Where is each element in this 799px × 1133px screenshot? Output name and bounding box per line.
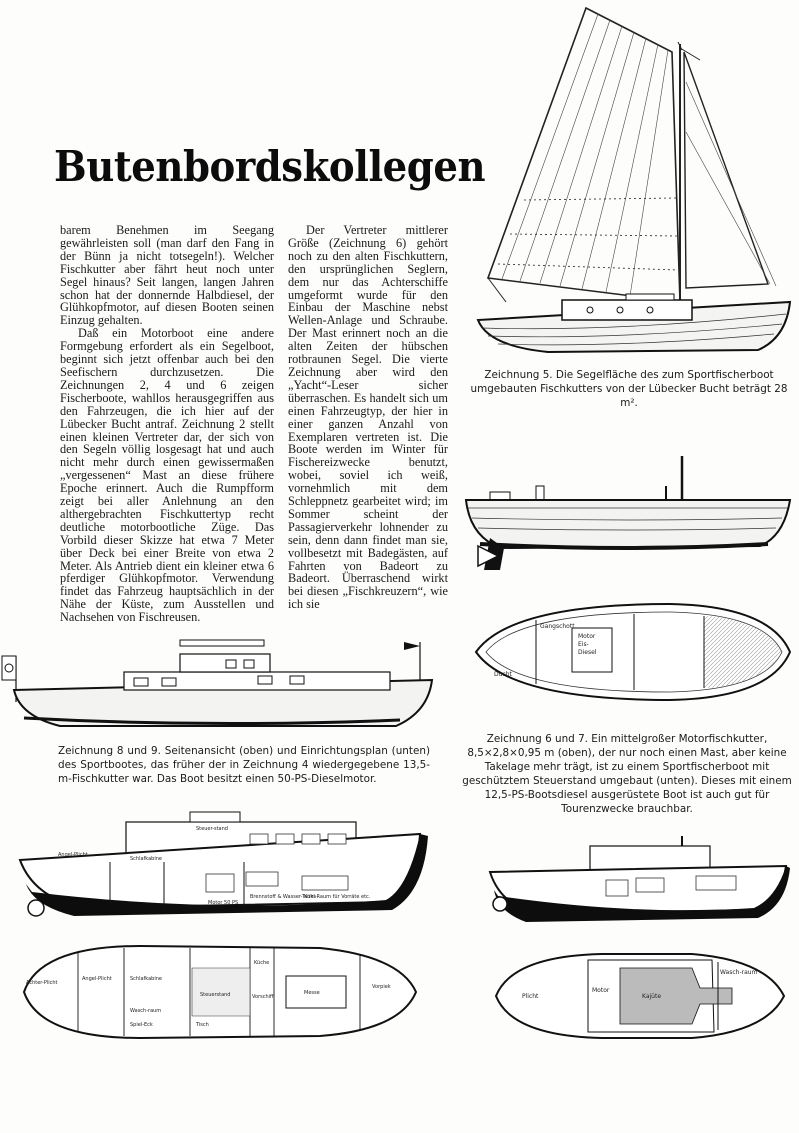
label-ducht: Ducht xyxy=(494,671,512,678)
label-plicht: Plicht xyxy=(522,993,539,1000)
sportboat-section-drawing xyxy=(14,812,434,924)
label-diesel: Diesel xyxy=(578,649,597,656)
small-cutter-section-svg xyxy=(486,832,792,924)
small-cutter-plan-svg xyxy=(492,948,788,1044)
label-vorpiek: Vorpiek xyxy=(372,984,391,990)
figure-5-caption: Zeichnung 5. Die Segelfläche des zum Sportfischerboot umgebauten Fischkutters von der Lübecker Bucht beträgt 28 m². xyxy=(470,369,788,409)
sailboat-svg xyxy=(468,2,798,362)
label-kueche: Küche xyxy=(254,960,270,966)
passenger-boat-drawing xyxy=(0,632,440,732)
label-achter-plicht: Achter-Plicht xyxy=(26,980,58,986)
label-waschraum-plan: Wasch-raum xyxy=(720,969,758,976)
label-vorschiff: Vorschiff xyxy=(252,994,274,1000)
small-cutter-section-drawing xyxy=(486,832,792,924)
cutter-side-drawing xyxy=(460,452,796,582)
paragraph: Daß ein Motorboot eine andere Formgebung erfordert als ein Segelboot, beginnt sich jetzt offenbar auch bei den Seefischern durchzusetzen. Die Zeichnungen 2, 4 und 6 zeigen Fischerboote, wahllos herausgegriffen aus den Fahrzeugen, die ich hier auf der Lübecker Bucht antraf. Zeichnung 2 stellt einen kleinen Vertreter dar, der sich von den Segeln völlig losgesagt hat und auch nicht mehr durch einen gewissermaßen „vergessenen“ Mast an diese frühere Epoche erinnert. Auch die Rumpfform zeigt bei aller Anlehnung an den althergebrachten Fischkuttertyp recht deutliche motorbootliche Züge. Das Vorbild dieser Skizze hat etwa 7 Meter über Deck bei einer Breite von etwa 2 Meter. Als Antrieb dient ein kleiner etwa 6 pferdiger Glühkopfmotor. Verwendung findet das Fahrzeug hauptsächlich in der Nähe der Küste, zum Ausstellen und Nachsehen von Fischreusen. xyxy=(60,326,274,625)
article-headline: Butenbordskollegen xyxy=(54,142,486,191)
sportboat-plan-drawing xyxy=(20,940,420,1044)
label-kuehlraum-side: Kühl-Raum für Vorräte etc. xyxy=(304,894,371,900)
label-spiel-eck: Spiel-Eck xyxy=(130,1022,153,1028)
label-kajuete: Kajüte xyxy=(642,993,662,1000)
label-schlafkabine: Schlafkabine xyxy=(130,976,162,982)
cutter-plan-drawing xyxy=(470,598,796,706)
label-schlafkabine-side: Schlafkabine xyxy=(130,856,162,862)
sailboat-drawing xyxy=(468,2,798,362)
article-column-1 xyxy=(60,223,274,625)
label-angel-plicht: Angel-Plicht xyxy=(82,976,112,982)
article-column-2 xyxy=(288,224,448,616)
label-waschraum: Wasch-raum xyxy=(130,1008,162,1014)
label-steuerstand: Steuerstand xyxy=(200,992,231,998)
label-eis: Eis- xyxy=(578,641,589,648)
cutter-plan-svg xyxy=(470,598,796,706)
cutter-side-svg xyxy=(460,452,796,582)
figure-8-9-caption: Zeichnung 8 und 9. Seitenansicht (oben) und Einrichtungsplan (unten) des Sportbootes, das früher der in Zeichnung 4 wiedergegebene 13,5-m-Fischkutter war. Das Boot besitzt einen 50-PS-Dieselmotor. xyxy=(58,745,430,785)
label-gangschott: Gangschott xyxy=(540,623,575,630)
label-messe: Messe xyxy=(304,990,320,996)
sportboat-section-svg xyxy=(14,812,434,924)
paragraph: Der Vertreter mittlerer Größe (Zeichnung 6) gehört noch zu den alten Fischkuttern, den ursprünglichen Seglern, dem nur das Achterschiffe umgeformt wurde für den Einbau der Maschine nebst Wellen-Anlage und Schraube. Der Mast erinnert noch an die alten Zeiten der hübschen rotbraunen Segel. Die vierte Zeichnung aber wird den „Yacht“-Leser sicher überraschen. Es handelt sich um einen Fahrzeugtyp, der hier in einer ganzen Anzahl von Exemplaren vertreten ist. Die Boote werden im Winter für Fischereizwecke benutzt, wobei, soviel ich weiß, vornehmlich mit dem Schleppnetz gearbeitet wird; im Sommer scheint der Passagierverkehr lohnender zu sein, denn dann findet man sie, vollbesetzt mit Badegästen, auf Fahrten von Badeort zu Badeort. Überraschend wirkt bei diesen „Fischkreuzern“, wie ich sie xyxy=(288,223,448,612)
label-motor-plan: Motor xyxy=(592,987,610,994)
label-tisch: Tisch xyxy=(196,1022,209,1028)
paragraph: barem Benehmen im Seegang gewährleisten soll (man darf den Fang in der Bünn ja nicht totsegeln!). Welcher Fischkutter aber fährt heut noch unter Segel hinaus? Seit langen, langen Jahren schon hat der donnernde Halbdiesel, der Glühkopfmotor, auf diesen Booten seinen Einzug gehalten. xyxy=(60,223,274,328)
small-cutter-plan-drawing xyxy=(492,948,788,1044)
label-motor: Motor xyxy=(578,633,596,640)
passenger-boat-svg xyxy=(0,632,440,732)
figure-6-7-caption: Zeichnung 6 und 7. Ein mittelgroßer Motorfischkutter, 8,5×2,8×0,95 m (oben), der nur noch einen Mast, aber keine Takelage mehr trägt, ist zu einem Sportfischerboot mit geschütztem Steuerstand umgebaut (unten). Dieses mit einem 12,5-PS-Bootsdiesel ausgerüstete Boot ist auch gut für Tourenzwecke brauchbar. xyxy=(462,733,792,815)
label-steuerstand-side: Steuer-stand xyxy=(196,826,228,832)
label-tanks-side: Brennstoff & Wasser-Tanks xyxy=(250,894,316,900)
label-angel-plicht-side: Angel-Plicht xyxy=(58,852,88,858)
label-motor-side: Motor 50 PS xyxy=(208,900,239,906)
sportboat-plan-svg xyxy=(20,940,420,1044)
